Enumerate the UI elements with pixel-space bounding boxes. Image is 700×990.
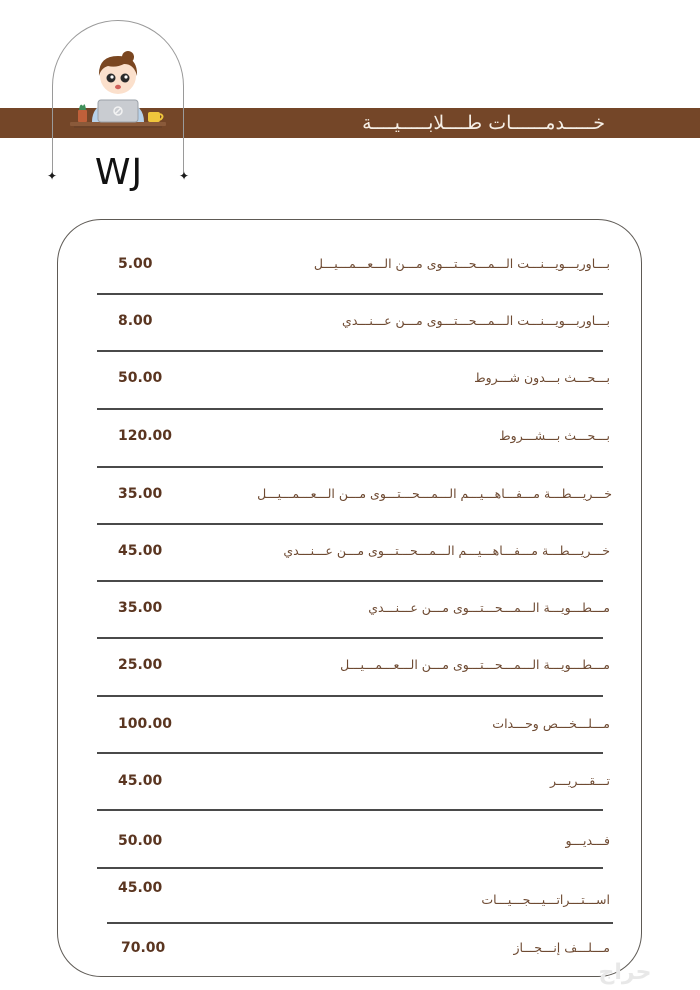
row-divider bbox=[97, 637, 603, 639]
service-price: 45.00 bbox=[118, 880, 163, 896]
service-price: 50.00 bbox=[118, 833, 163, 849]
service-label: بـــحـــث بـــدون شـــروط bbox=[474, 370, 610, 385]
student-avatar-icon bbox=[68, 46, 168, 132]
service-price: 45.00 bbox=[118, 773, 163, 789]
service-label: بـــحـــث بـــشـــروط bbox=[499, 428, 610, 443]
service-row bbox=[0, 358, 700, 398]
service-price: 70.00 bbox=[121, 940, 166, 956]
service-price: 8.00 bbox=[118, 313, 153, 329]
service-price: 45.00 bbox=[118, 543, 163, 559]
row-divider bbox=[97, 752, 603, 754]
row-divider bbox=[97, 408, 603, 410]
service-row bbox=[0, 301, 700, 341]
service-price: 120.00 bbox=[118, 428, 173, 444]
service-row bbox=[0, 416, 700, 456]
service-label: تـــقـــريـــر bbox=[549, 773, 610, 788]
service-row bbox=[0, 244, 700, 284]
service-label: بـــاوربـــويـــنـــت الـــمـــحـــتـــوى مـــن عـــنـــدي bbox=[342, 313, 610, 328]
service-label: مـــطـــويـــة الـــمـــحـــتـــوى مـــن الـــعـــمـــيـــل bbox=[340, 657, 610, 672]
service-row bbox=[0, 704, 700, 744]
service-label: مـــلـــف إنـــجـــاز bbox=[513, 940, 610, 955]
service-price: 35.00 bbox=[118, 600, 163, 616]
service-row bbox=[0, 474, 700, 514]
service-price: 100.00 bbox=[118, 716, 173, 732]
row-divider bbox=[97, 695, 603, 697]
service-label: مـــلـــخـــص وحـــدات bbox=[492, 716, 610, 731]
row-divider bbox=[97, 350, 603, 352]
service-row bbox=[0, 645, 700, 685]
service-row bbox=[0, 588, 700, 628]
sparkle-icon: ✦ bbox=[47, 169, 58, 183]
service-price: 35.00 bbox=[118, 486, 163, 502]
service-label: فـــديـــو bbox=[565, 833, 610, 848]
watermark: حراج bbox=[598, 960, 652, 985]
sparkle-icon: ✦ bbox=[179, 169, 190, 183]
service-price: 50.00 bbox=[118, 370, 163, 386]
service-price: 5.00 bbox=[118, 256, 153, 272]
row-divider bbox=[107, 922, 613, 924]
row-divider bbox=[97, 523, 603, 525]
service-label: مـــطـــويـــة الـــمـــحـــتـــوى مـــن عـــنـــدي bbox=[368, 600, 610, 615]
row-divider bbox=[97, 580, 603, 582]
service-label: خـــريـــطـــة مـــفـــاهـــيـــم الـــمـــحـــتـــوى مـــن الـــعـــمـــيـــل bbox=[257, 486, 612, 501]
row-divider bbox=[97, 466, 603, 468]
row-divider bbox=[97, 809, 603, 811]
service-label: بـــاوربـــويـــنـــت الـــمـــحـــتـــوى مـــن الـــعـــمـــيـــل bbox=[313, 256, 610, 271]
service-price: 25.00 bbox=[118, 657, 163, 673]
service-label: اســـتـــراتـــيـــجـــيـــات bbox=[481, 892, 610, 907]
service-label: خـــريـــطـــة مـــفـــاهـــيـــم الـــمـــحـــتـــوى مـــن عـــنـــدي bbox=[283, 543, 610, 558]
brand-logo: WJ bbox=[94, 152, 144, 193]
service-row bbox=[0, 868, 700, 908]
service-row bbox=[0, 531, 700, 571]
row-divider bbox=[97, 293, 603, 295]
service-row bbox=[0, 761, 700, 801]
page-title: خـــــدمــــــات طــــلابـــــيــــة bbox=[362, 112, 605, 134]
service-row bbox=[0, 821, 700, 861]
